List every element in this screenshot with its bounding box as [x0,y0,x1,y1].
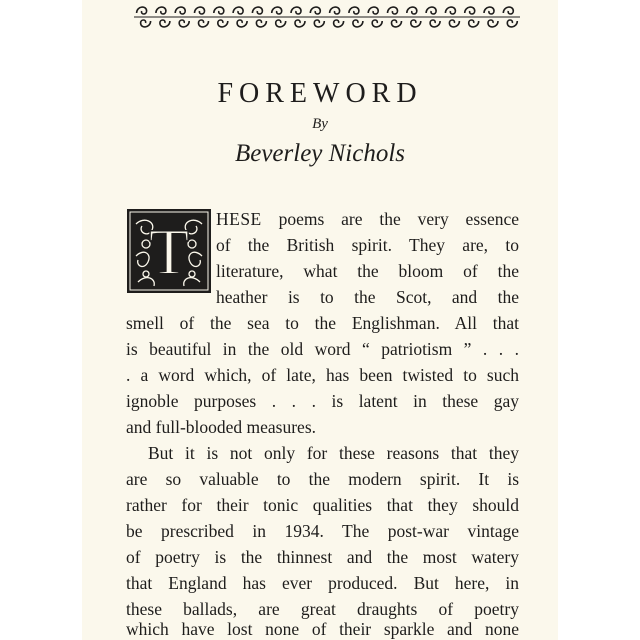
scroll-ornament [175,7,185,14]
paragraph-1-line-2: of the British spirit. They are, to [216,235,519,255]
scroll-ornament [272,7,282,14]
paragraph-2-line-6: that England has ever produced. But here, in [126,573,519,593]
paragraph-2-line-1: But it is not only for these reasons that they [148,443,519,463]
paragraph-1-line-5: smell of the sea to the Englishman. All that [126,313,519,333]
scroll-ornament [310,7,320,14]
scroll-ornament [465,7,475,14]
scroll-ornament [218,20,228,27]
scroll-ornament [233,7,243,14]
scroll-ornament [160,20,170,27]
ornamental-border [134,2,520,32]
scroll-ornament [353,20,363,27]
paragraph-1-line-7: . a word which, of late, has been twisted to such [126,365,519,385]
paragraph-2-line-7: these ballads, are great draughts of poetry [126,599,519,619]
scroll-ornament [141,20,151,27]
scroll-ornament [407,7,417,14]
scroll-ornament [503,7,513,14]
scroll-ornament [314,20,324,27]
paragraph-1-line-9: and full-blooded measures. [126,417,317,437]
scroll-ornament [195,7,205,14]
paragraph-2-line-8: which have lost none of their sparkle and none [126,619,519,639]
paragraph-1-line-3: literature, what the bloom of the [216,261,519,281]
byline-by: By [312,116,328,132]
paragraph-1-line-8: ignoble purposes . . . is latent in these gay [126,391,519,411]
scroll-ornament [488,20,498,27]
scroll-ornament [392,20,402,27]
scroll-ornament [237,20,247,27]
scroll-ornament [291,7,301,14]
p1-line-1-text: poems are the very essence [261,209,519,229]
scroll-ornament [256,20,266,27]
scroll-ornament [349,7,359,14]
paragraph-2-line-4: be prescribed in 1934. The post-war vintage [126,521,519,541]
scroll-ornament [252,7,262,14]
paragraph-2-line-5: of poetry is the thinnest and the most watery [126,547,519,567]
ornamental-initial-t [126,208,212,294]
scroll-ornament [449,20,459,27]
scroll-ornament [484,7,494,14]
scroll-ornament [276,20,286,27]
scroll-ornament [199,20,209,27]
scroll-ornament [388,7,398,14]
scroll-ornament [426,7,436,14]
scroll-ornament [330,7,340,14]
first-word-rest: HESE [216,209,262,229]
paragraph-2-line-3: rather for their tonic qualities that they should [126,495,519,515]
author-name: Beverley Nichols [234,140,406,167]
scroll-ornament [295,20,305,27]
book-page [82,0,558,640]
scroll-ornament [372,20,382,27]
paragraph-1-line-4: heather is to the Scot, and the [216,287,519,307]
scroll-ornament [445,7,455,14]
paragraph-2-line-2: are so valuable to the modern spirit. It is [126,469,519,489]
scroll-ornament [214,7,224,14]
scroll-ornament [137,7,147,14]
paragraph-1-line-1 [216,208,519,231]
scroll-ornament [507,20,517,27]
drop-cap-letter: T [148,216,190,289]
scroll-ornament [368,7,378,14]
scroll-ornament [156,7,166,14]
scroll-ornament [179,20,189,27]
scroll-ornament [334,20,344,27]
page-title: FOREWORD [217,78,423,109]
paragraph-1-line-6: is beautiful in the old word “ patriotism ” . . . [126,339,519,359]
scroll-ornament [469,20,479,27]
scroll-ornament [411,20,421,27]
scroll-ornament [430,20,440,27]
